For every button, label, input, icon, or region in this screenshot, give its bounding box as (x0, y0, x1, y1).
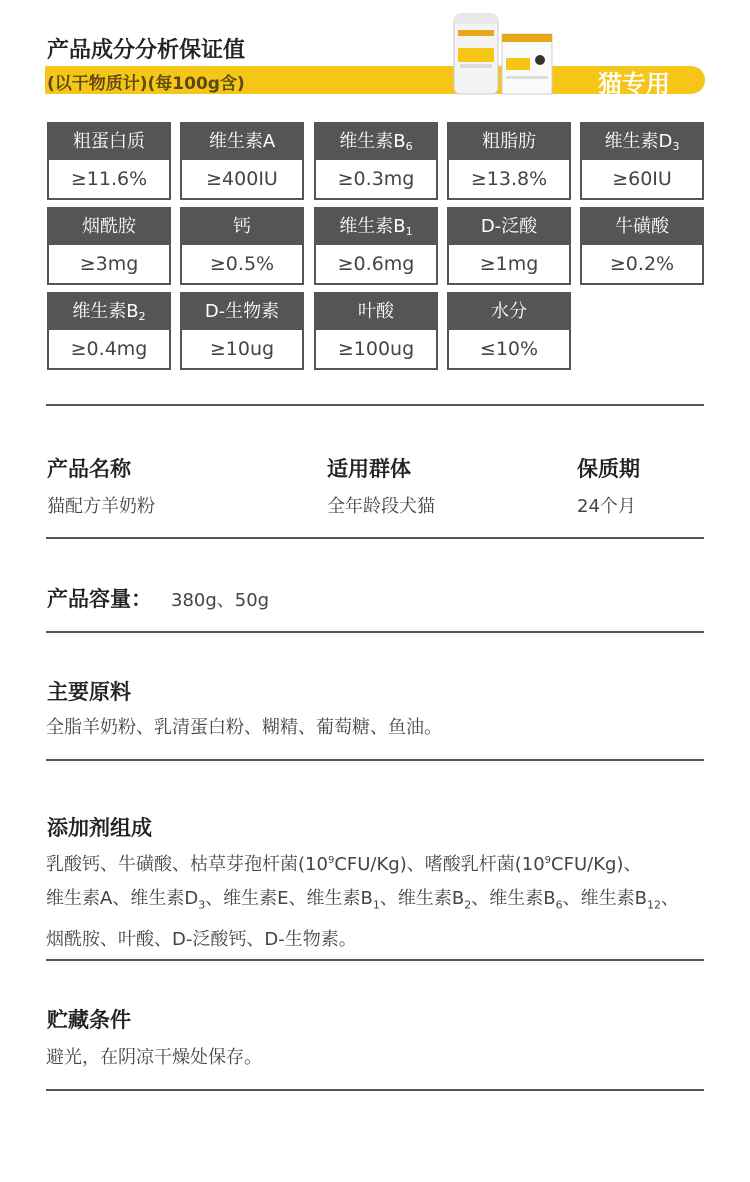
subtitle: (以干物质计)(每100g含) (47, 74, 245, 94)
nutrient-value: ≥11.6% (47, 158, 171, 200)
divider (46, 1089, 704, 1091)
divider (46, 537, 704, 539)
ingredients-label: 主要原料 (47, 680, 131, 704)
product-name-label: 产品名称 (47, 457, 131, 481)
nutrient-cell (314, 122, 438, 200)
nutrient-value: ≥0.4mg (47, 328, 171, 370)
nutrient-cell (447, 122, 571, 200)
nutrient-cell (580, 207, 704, 285)
product-name-value: 猫配方羊奶粉 (47, 496, 155, 517)
nutrient-label: 粗蛋白质 (47, 122, 171, 158)
nutrient-cell (314, 292, 438, 370)
nutrient-label: 水分 (447, 292, 571, 328)
nutrient-cell (47, 207, 171, 285)
additives-label: 添加剂组成 (47, 816, 152, 840)
nutrient-cell (314, 207, 438, 285)
nutrient-cell (447, 207, 571, 285)
target-group-value: 全年龄段犬猫 (327, 496, 435, 517)
nutrient-label: D-泛酸 (447, 207, 571, 243)
nutrient-label: 维生素B $_2$ (47, 292, 171, 328)
nutrient-value: ≥400IU (180, 158, 304, 200)
nutrient-label: 烟酰胺 (47, 207, 171, 243)
nutrient-label: 叶酸 (314, 292, 438, 328)
nutrient-cell (180, 292, 304, 370)
additives-text (46, 844, 711, 957)
nutrient-cell (180, 122, 304, 200)
nutrient-label: 维生素B $_6$ (314, 122, 438, 158)
nutrient-value: ≥100ug (314, 328, 438, 370)
nutrient-cell (580, 122, 704, 200)
capacity-label: 产品容量： (47, 587, 152, 611)
section-title: 产品成分分析保证值 (47, 38, 246, 63)
nutrient-label: 维生素D $_3$ (580, 122, 704, 158)
nutrient-value: ≤10% (447, 328, 571, 370)
nutrient-label: 维生素A (180, 122, 304, 158)
divider (46, 959, 704, 961)
divider (46, 404, 704, 406)
target-group-label: 适用群体 (327, 457, 411, 481)
product-package-image (452, 12, 556, 96)
additives-line-1: 乳酸钙、牛磺酸、枯草芽孢杆菌$(10^9CFU/Kg)$、嗜酸乳杆菌$(10^9CFU/Kg)$、 (46, 854, 642, 875)
nutrient-value: ≥1mg (447, 243, 571, 285)
nutrient-label: 钙 (180, 207, 304, 243)
additives-line-2: 维生素A、维生素$D_3$、维生素E、维生素$B_1$、维生素$B_2$、维生素$B_6$、维生素$B_{12}$、 (46, 888, 679, 912)
nutrient-value: ≥0.5% (180, 243, 304, 285)
additives-line-3: 烟酰胺、叶酸、D-泛酸钙、D-生物素。 (46, 928, 357, 950)
nutrient-value: ≥60IU (580, 158, 704, 200)
nutrient-cell (447, 292, 571, 370)
ingredients-value: 全脂羊奶粉、乳清蛋白粉、糊精、葡萄糖、鱼油。 (46, 717, 442, 738)
nutrient-value: ≥0.3mg (314, 158, 438, 200)
storage-label: 贮藏条件 (47, 1008, 131, 1032)
shelf-life-value: 24个月 (577, 496, 636, 517)
nutrient-cell (47, 122, 171, 200)
nutrient-value: ≥3mg (47, 243, 171, 285)
nutrient-label: 维生素B $_1$ (314, 207, 438, 243)
capacity-value: 380g、50g (171, 590, 270, 611)
shelf-life-label: 保质期 (577, 457, 640, 481)
divider (46, 759, 704, 761)
nutrient-value: ≥0.6mg (314, 243, 438, 285)
nutrient-label: 牛磺酸 (580, 207, 704, 243)
storage-value: 避光，在阴凉干燥处保存。 (46, 1047, 262, 1068)
nutrient-cell (180, 207, 304, 285)
nutrient-value: ≥13.8% (447, 158, 571, 200)
nutrient-cell (47, 292, 171, 370)
nutrient-label: D-生物素 (180, 292, 304, 328)
divider (46, 631, 704, 633)
nutrient-label: 粗脂肪 (447, 122, 571, 158)
cat-only-badge: 猫专用 (598, 70, 670, 98)
nutrient-value: ≥0.2% (580, 243, 704, 285)
nutrient-value: ≥10ug (180, 328, 304, 370)
